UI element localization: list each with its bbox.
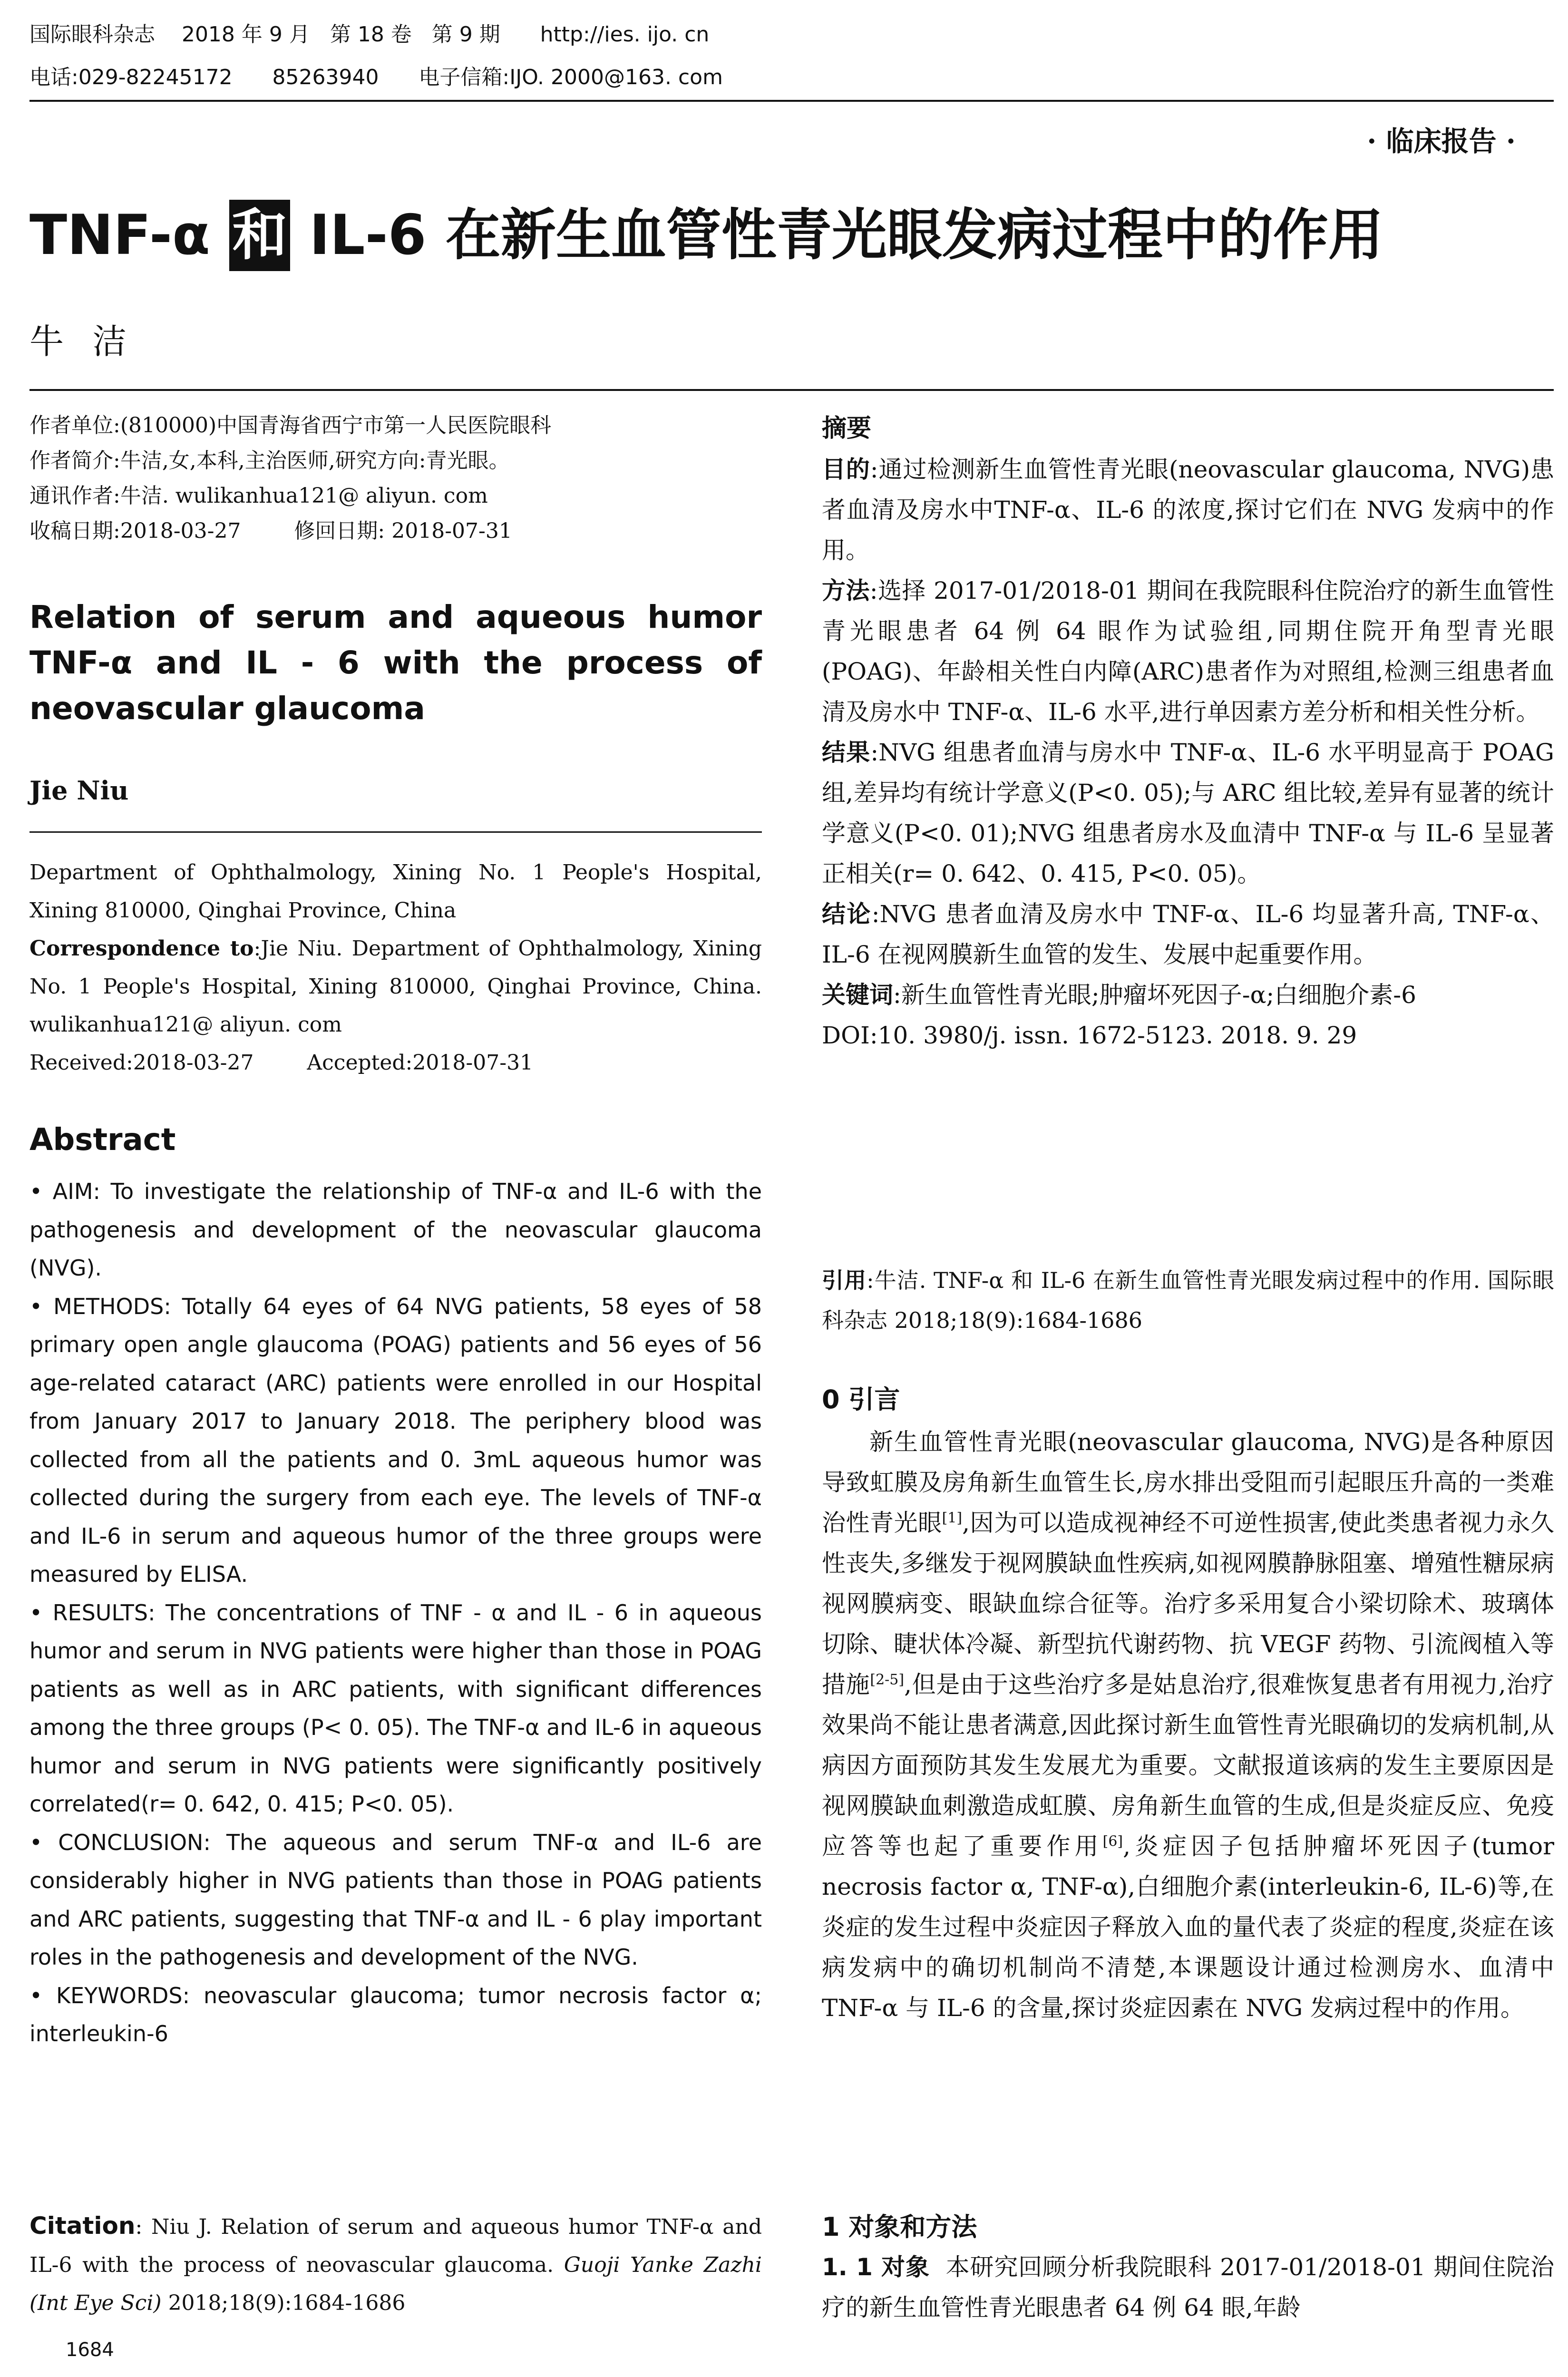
abstract-results: • RESULTS: The concentrations of TNF - α and IL - 6 in aqueous humor and serum in NVG patients were higher than those in POAG patients as well as in ARC patients, with significant differences among the three groups (P< 0. 05). The TNF-α and IL-6 in aqueous humor and serum in NVG patients were significantly positively correlated(r= 0. 642, 0. 415; P<0. 05). (29, 1599, 762, 1817)
cn-conclusion-text: :NVG 患者血清及房水中 TNF-α、IL-6 均显著升高, TNF-α、IL-6 在视网膜新生血管的发生、发展中起重要作用。 (822, 900, 1555, 968)
cn-methods (822, 571, 1554, 732)
meta-bio: 作者简介:牛洁,女,本科,主治医师,研究方向:青光眼。 (29, 448, 510, 473)
citation-cn (822, 1260, 1554, 1340)
intro-text-2: ,因为可以造成视神经不可逆性损害,使此类患者视力永久性丧失,多继发于视网膜缺血性疾病,如视网膜静脉阻塞、增殖性糖尿病视网膜病变、眼缺血综合征等。治疗多采用复合小梁切除术、玻璃体切除、睫状体冷凝、新型抗代谢药物、抗 VEGF 药物、引流阀植入等措施 (822, 1509, 1554, 1698)
methods-sub-label: 1. 1 对象 (822, 2253, 930, 2281)
cn-methods-text: :选择 2017-01/2018-01 期间在我院眼科住院治疗的新生血管性青光眼患者 64 例 64 眼作为试验组,同期住院开角型青光眼(POAG)、年龄相关性白内障(ARC)患者作为对照组,检测三组患者血清及房水中 TNF-α、IL-6 水平,进行单因素方差分析和相关性分析。 (822, 577, 1554, 726)
intro-text-1: 新生血管性青光眼(neovascular glaucoma, NVG)是各种原因导致虹膜及房角新生血管生长,房水排出受阻而引起眼压升高的一类难治性青光眼 (822, 1428, 1554, 1537)
running-head-line2: 电话:029-82245172 85263940 电子信箱:IJO. 2000@163. com (29, 65, 723, 89)
cn-conclusion-label: 结论 (822, 900, 872, 928)
citation-cn-text: :牛洁. TNF-α 和 IL-6 在新生血管性青光眼发病过程中的作用. 国际眼科杂志 2018;18(9):1684-1686 (822, 1267, 1554, 1333)
intro-text-4: ,炎症因子包括肿瘤坏死因子(tumor necrosis factor α, TNF-α),白细胞介素(interleukin-6, IL-6)等,在炎症的发生过程中炎症因子释放入血的量代表了炎症的程度,炎症在该病发病中的确切机制尚不清楚,本课题设计通过检测房水、血清中 TNF-α 与 IL-6 的含量,探讨炎症因素在 NVG 发病过程中的作用。 (822, 1832, 1554, 2022)
cn-results-label: 结果 (822, 739, 871, 766)
affiliation-en (29, 854, 762, 1082)
abstract-heading: Abstract (29, 1122, 176, 1158)
meta-cn (29, 408, 762, 549)
abstract-aim: • AIM: To investigate the relationship of TNF-α and IL-6 with the pathogenesis and development of the neovascular glaucoma (NVG). (29, 1179, 762, 1281)
abstract-en-body (29, 1172, 762, 2053)
citation-en-label: Citation (29, 2212, 136, 2240)
header-rule (29, 100, 1554, 102)
aff-dept: Department of Ophthalmology, Xining No. 1 People's Hospital, Xining 810000, Qinghai Province, China (29, 860, 762, 923)
aff-corr-label: Correspondence to (29, 936, 254, 961)
abstract-keywords: • KEYWORDS: neovascular glaucoma; tumor necrosis factor α; interleukin-6 (29, 1982, 762, 2046)
meta-unit: 作者单位:(810000)中国青海省西宁市第一人民医院眼科 (29, 413, 552, 438)
cn-results (822, 732, 1554, 894)
cn-aim-label: 目的 (822, 456, 870, 483)
page-number: 1684 (66, 2339, 114, 2361)
intro-text-3: ,但是由于这些治疗多是姑息治疗,很难恢复患者有用视力,治疗效果尚不能让患者满意,因此探讨新生血管性青光眼确切的发病机制,从病因方面预防其发生发展尤为重要。文献报道该病的发生主要原因是视网膜缺血刺激造成虹膜、房角新生血管的生成,但是炎症反应、免疫应答等也起了重要作用 (822, 1671, 1554, 1860)
title-rule (29, 389, 1554, 391)
abstract-cn-body (822, 449, 1554, 1056)
cn-keywords-text: :新生血管性青光眼;肿瘤坏死因子-α;白细胞介素-6 (893, 981, 1416, 1009)
citation-cn-label: 引用 (822, 1267, 867, 1293)
cn-aim (822, 449, 1554, 571)
methods-subsection (822, 2247, 1554, 2328)
methods-heading: 1 对象和方法 (822, 2212, 977, 2242)
en-title: Relation of serum and aqueous humor TNF-α and IL - 6 with the process of neovascular glaucoma (29, 599, 762, 727)
aff-corr (29, 930, 762, 1044)
meta-corr: 通讯作者:牛洁. wulikanhua121@ aliyun. com (29, 484, 488, 508)
cn-results-text: :NVG 组患者血清与房水中 TNF-α、IL-6 水平明显高于 POAG 组,差异均有统计学意义(P<0. 05);与 ARC 组比较,差异有显著的统计学意义(P<0. 01);NVG 组患者房水及血清中 TNF-α 与 IL-6 呈显著正相关(r= 0. 642、0. 415, P<0. 05)。 (822, 739, 1554, 887)
en-author-rule (29, 831, 762, 833)
intro-ref-3[interactable]: [6] (1102, 1833, 1123, 1850)
abstract-methods: • METHODS: Totally 64 eyes of 64 NVG patients, 58 eyes of 58 primary open angle glaucoma (POAG) patients and 56 eyes of 56 age-related cataract (ARC) patients were enrolled in our Hospital from January 2017 to January 2018. The periphery blood was collected from all the patients and 0. 3mL aqueous humor was collected during the surgery from each eye. The levels of TNF-α and IL-6 in serum and aqueous humor of the three groups were measured by ELISA. (29, 1293, 762, 1587)
citation-en-journal: Guoji Yanke Zazhi (Int Eye Sci) (29, 2253, 762, 2315)
cn-aim-text: :通过检测新生血管性青光眼(neovascular glaucoma, NVG)患者血清及房水中TNF-α、IL-6 的浓度,探讨它们在 NVG 发病中的作用。 (822, 456, 1555, 564)
intro-heading: 0 引言 (822, 1384, 900, 1414)
author-cn: 牛洁 (29, 321, 156, 361)
aff-dates: Received:2018-03-27 Accepted:2018-07-31 (29, 1051, 534, 1075)
methods-sub-text: 本研究回顾分析我院眼科 2017-01/2018-01 期间住院治疗的新生血管性青光眼患者 64 例 64 眼,年龄 (822, 2253, 1554, 2321)
abstract-conclusion: • CONCLUSION: The aqueous and serum TNF-α and IL-6 are considerably higher in NVG patients than those in POAG patients and ARC patients, suggesting that TNF-α and IL - 6 play important roles in the pathogenesis and development of the NVG. (29, 1829, 762, 1970)
en-author: Jie Niu (29, 775, 129, 806)
paper-title (29, 200, 1383, 271)
intro-paragraph (822, 1422, 1554, 2028)
intro-ref-1[interactable]: [1] (942, 1510, 963, 1527)
citation-en-text: : Niu J. Relation of serum and aqueous humor TNF-α and IL-6 with the process of neovascular glaucoma. (29, 2215, 762, 2277)
running-head-line1: 国际眼科杂志 2018 年 9 月 第 18 卷 第 9 期 http://ies. ijo. cn (29, 22, 710, 47)
cn-keywords (822, 975, 1554, 1015)
meta-dates: 收稿日期:2018-03-27 修回日期: 2018-07-31 (29, 519, 512, 543)
cn-conclusion (822, 894, 1554, 975)
title-mark: 和 (229, 200, 290, 271)
methods-body (822, 2247, 1554, 2328)
intro-body (822, 1422, 1554, 2028)
cn-keywords-label: 关键词 (822, 981, 893, 1009)
title-part2: IL-6 在新生血管性青光眼发病过程中的作用 (309, 203, 1383, 267)
cn-doi: DOI:10. 3980/j. issn. 1672-5123. 2018. 9. 29 (822, 1022, 1357, 1049)
abstract-cn-heading: 摘要 (822, 414, 872, 443)
section-label: · 临床报告 · (1367, 125, 1516, 157)
cn-methods-label: 方法 (822, 577, 870, 604)
intro-ref-2[interactable]: [2-5] (870, 1671, 905, 1688)
citation-en-tail: 2018;18(9):1684-1686 (161, 2291, 406, 2315)
citation-en (29, 2207, 762, 2322)
title-part1: TNF-α (29, 203, 210, 267)
aff-corr-text: :Jie Niu. Department of Ophthalmology, Xining No. 1 People's Hospital, Xining 810000, Qinghai Province, China. wulikanhua121@ aliyun. com (29, 936, 762, 1037)
